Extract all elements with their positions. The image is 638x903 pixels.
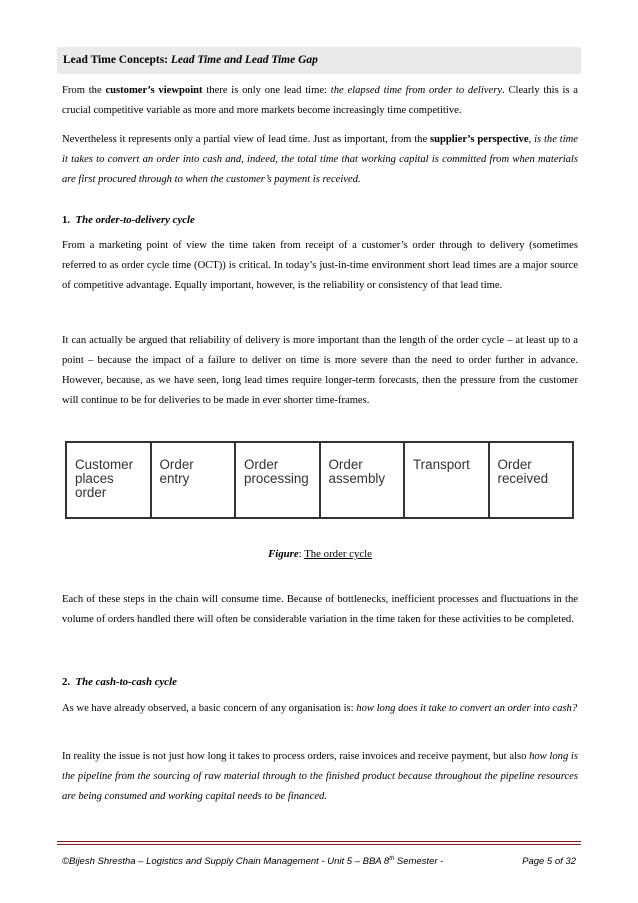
step-label: received bbox=[497, 471, 549, 486]
step-label: places bbox=[75, 471, 114, 486]
footer-left bbox=[62, 856, 443, 867]
paragraph-7 bbox=[62, 747, 578, 807]
step-label: processing bbox=[244, 471, 309, 486]
figure-caption bbox=[62, 548, 578, 560]
caption-separator: : bbox=[298, 548, 305, 560]
paragraph-2 bbox=[62, 130, 578, 190]
p6-text-a: As we have already observed, a basic concern of any organisation is: bbox=[62, 703, 357, 714]
caption-label: Figure bbox=[268, 548, 299, 560]
header-bold: Lead Time Concepts: bbox=[63, 54, 168, 66]
footer-semester: Semester - bbox=[394, 856, 444, 868]
step-order-processing bbox=[236, 443, 321, 517]
section-2-title: The cash-to-cash cycle bbox=[75, 676, 177, 688]
section-1-number: 1. bbox=[62, 214, 71, 226]
p2-bold: supplier’s perspective bbox=[430, 134, 529, 145]
header-italic: Lead Time and Lead Time Gap bbox=[170, 54, 318, 66]
step-label: assembly bbox=[328, 471, 386, 486]
p1-text-c: there is only one lead time: bbox=[202, 85, 331, 96]
section-1-heading bbox=[62, 214, 195, 226]
step-label: Order bbox=[497, 457, 532, 472]
footer-rule-bottom bbox=[57, 844, 581, 845]
p7-italic: how long is the pipeline from the sourcing of raw material through to the finished product because throughout the pipeline resources are being consumed and working capital needs to be financed. bbox=[62, 751, 578, 802]
p2-text-c: , bbox=[528, 134, 535, 145]
p2-italic: is the time it takes to convert an order into cash and, indeed, the total time that working capital is committed from when materials are first procured through to when the customer’s payment is received. bbox=[62, 134, 579, 185]
step-label: Order bbox=[159, 457, 194, 472]
p1-italic: the elapsed time from order to delivery bbox=[330, 85, 503, 96]
paragraph-4: It can actually be argued that reliability of delivery is more important than the length of the order cycle – at least up to a point – because the impact of a failure to deliver on time is more severe than the need to order further in advance. However, because, as we have seen, long lead times require longer-term forecasts, then the pressure from the customer will continue to be for deliveries to be made in ever shorter time-frames. bbox=[62, 335, 578, 406]
paragraph-3: From a marketing point of view the time taken from receipt of a customer’s order through to delivery (sometimes referred to as order cycle time (OCT)) is critical. In today’s just-in-time environment short lead times are a major source of competitive advantage. Equally important, however, is the reliability or consistency of that lead time. bbox=[62, 240, 578, 291]
step-label: Transport bbox=[413, 457, 470, 472]
page-number: Page 5 of 32 bbox=[522, 856, 576, 867]
footer-rule-top bbox=[57, 841, 581, 842]
caption-text: The order cycle bbox=[304, 548, 372, 560]
paragraph-6 bbox=[62, 699, 578, 719]
p7-text-a: In reality the issue is not just how long it takes to process orders, raise invoices and receive payment, but also bbox=[62, 751, 530, 762]
step-order-received bbox=[490, 443, 573, 517]
paragraph-5: Each of these steps in the chain will consume time. Because of bottlenecks, inefficient processes and fluctuations in the volume of orders handled there will often be considerable variation in the time taken for these activities to be completed. bbox=[62, 594, 578, 625]
step-label: entry bbox=[159, 471, 190, 486]
step-transport bbox=[405, 443, 490, 517]
section-header bbox=[57, 47, 581, 74]
p2-text-a: Nevertheless it represents only a partial view of lead time. Just as important, from the bbox=[62, 134, 430, 145]
step-customer-places-order bbox=[67, 443, 152, 517]
p1-text-e: . Clearly this is a crucial competitive variable as more and more markets become increasingly time competitive. bbox=[62, 85, 579, 116]
step-order-entry bbox=[152, 443, 237, 517]
p1-text-a: From the bbox=[62, 85, 106, 96]
p6-italic: how long does it take to convert an order into cash? bbox=[356, 703, 578, 714]
section-2-heading bbox=[62, 676, 177, 688]
order-cycle-diagram bbox=[65, 441, 574, 519]
p1-bold: customer’s viewpoint bbox=[105, 85, 203, 96]
step-label: Order bbox=[328, 457, 363, 472]
page-footer bbox=[62, 856, 576, 867]
section-1-title: The order-to-delivery cycle bbox=[75, 214, 195, 226]
section-2-number: 2. bbox=[62, 676, 71, 688]
footer-author-course: ©Bijesh Shrestha – Logistics and Supply Chain Management - Unit 5 – BBA 8 bbox=[62, 856, 390, 868]
paragraph-1 bbox=[62, 81, 578, 121]
step-label: Customer bbox=[75, 457, 134, 472]
step-order-assembly bbox=[321, 443, 406, 517]
footer-superscript: th bbox=[389, 856, 395, 862]
step-label: Order bbox=[244, 457, 279, 472]
step-label: order bbox=[75, 485, 107, 500]
